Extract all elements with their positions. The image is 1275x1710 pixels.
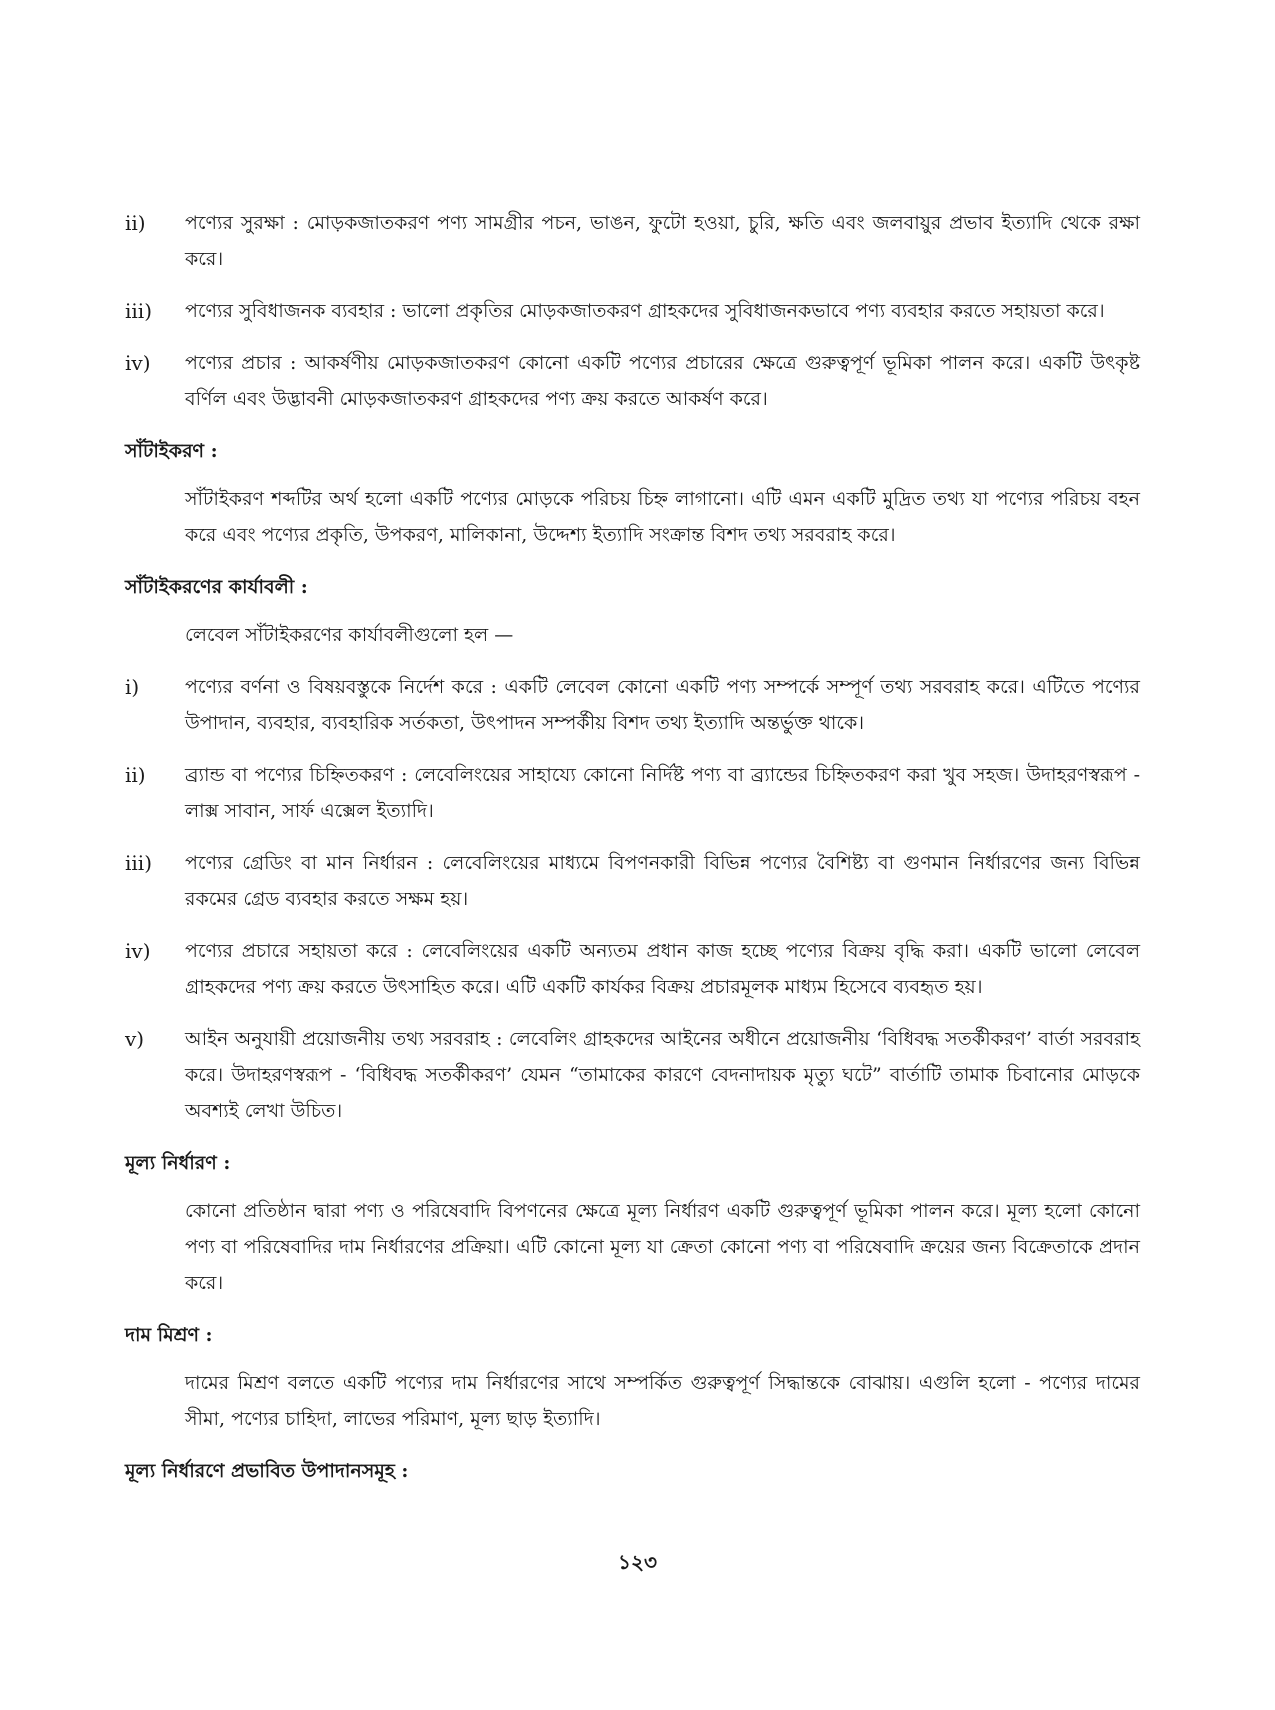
- paragraph: লেবেল সাঁটাইকরণের কার্যাবলীগুলো হল —: [185, 624, 514, 646]
- item-number: ii): [125, 211, 146, 235]
- item-text: পণ্যের প্রচার : আকর্ষণীয় মোড়কজাতকরণ কোনো একটি পণ্যের প্রচারের ক্ষেত্রে গুরুত্বপূর্ণ ভূমিকা পালন করে। একটি উৎকৃষ্ট বর্ণিল এবং উদ্ভাবনী মোড়কজাতকরণ গ্রাহকদের পণ্য ক্রয় করতে আকর্ষণ করে।: [185, 352, 1140, 410]
- item-text: আইন অনুযায়ী প্রয়োজনীয় তথ্য সরবরাহ : লেবেলিং গ্রাহকদের আইনের অধীনে প্রয়োজনীয় ‘বিধিবদ্ধ সতর্কীকরণ’ বার্তা সরবরাহ করে। উদাহরণস্বরূপ - ‘বিধিবদ্ধ সতর্কীকরণ’ যেমন “তামাকের কারণে বেদনাদায়ক মৃত্যু ঘটে” বার্তাটি তামাক চিবানোর মোড়কে অবশ্যই লেখা উচিত।: [185, 1028, 1140, 1122]
- item-number: ii): [125, 763, 146, 787]
- list-item: [125, 845, 1140, 917]
- page-content: [125, 205, 1140, 1501]
- paragraph: দামের মিশ্রণ বলতে একটি পণ্যের দাম নির্ধারণের সাথে সম্পর্কিত গুরুত্বপূর্ণ সিদ্ধান্তকে বোঝায়। এগুলি হলো - পণ্যের দামের সীমা, পণ্যের চাহিদা, লাভের পরিমাণ, মূল্য ছাড় ইত্যাদি।: [185, 1372, 1140, 1430]
- list-item: [125, 933, 1140, 1005]
- item-number: iii): [125, 299, 152, 323]
- item-number: i): [125, 675, 140, 699]
- item-text: পণ্যের প্রচারে সহায়তা করে : লেবেলিংয়ের একটি অন্যতম প্রধান কাজ হচ্ছে পণ্যের বিক্রয় বৃদ্ধি করা। একটি ভালো লেবেল গ্রাহকদের পণ্য ক্রয় করতে উৎসাহিত করে। এটি একটি কার্যকর বিক্রয় প্রচারমূলক মাধ্যম হিসেবে ব্যবহৃত হয়।: [185, 940, 1140, 998]
- item-text: পণ্যের সুরক্ষা : মোড়কজাতকরণ পণ্য সামগ্রীর পচন, ভাঙন, ফুটো হওয়া, চুরি, ক্ষতি এবং জলবায়ুর প্রভাব ইত্যাদি থেকে রক্ষা করে।: [185, 212, 1140, 270]
- item-text: পণ্যের বর্ণনা ও বিষয়বস্তুকে নির্দেশ করে : একটি লেবেল কোনো একটি পণ্য সম্পর্কে সম্পূর্ণ তথ্য সরবরাহ করে। এটিতে পণ্যের উপাদান, ব্যবহার, ব্যবহারিক সর্তকতা, উৎপাদন সম্পর্কীয় বিশদ তথ্য ইত্যাদি অন্তর্ভুক্ত থাকে।: [185, 676, 1140, 734]
- page-number: ১২৩: [618, 1550, 657, 1574]
- paragraph: কোনো প্রতিষ্ঠান দ্বারা পণ্য ও পরিষেবাদি বিপণনের ক্ষেত্রে মূল্য নির্ধারণ একটি গুরুত্বপূর্ণ ভূমিকা পালন করে। মূল্য হলো কোনো পণ্য বা পরিষেবাদির দাম নির্ধারণের প্রক্রিয়া। এটি কোনো মূল্য যা ক্রেতা কোনো পণ্য বা পরিষেবাদি ক্রয়ের জন্য বিক্রেতাকে প্রদান করে।: [185, 1200, 1140, 1294]
- item-number: iii): [125, 851, 152, 875]
- item-number: iv): [125, 351, 151, 375]
- section-heading: সাঁটাইকরণ :: [125, 440, 218, 462]
- section-heading: মূল্য নির্ধারণে প্রভাবিত উপাদানসমূহ :: [125, 1460, 409, 1482]
- paragraph: সাঁটাইকরণ শব্দটির অর্থ হলো একটি পণ্যের মোড়কে পরিচয় চিহ্ন লাগানো। এটি এমন একটি মুদ্রিত তথ্য যা পণ্যের পরিচয় বহন করে এবং পণ্যের প্রকৃতি, উপকরণ, মালিকানা, উদ্দেশ্য ইত্যাদি সংক্রান্ত বিশদ তথ্য সরবরাহ করে।: [185, 488, 1140, 546]
- list-item: [125, 205, 1140, 277]
- item-number: iv): [125, 939, 151, 963]
- item-text: পণ্যের গ্রেডিং বা মান নির্ধারন : লেবেলিংয়ের মাধ্যমে বিপণনকারী বিভিন্ন পণ্যের বৈশিষ্ট্য বা গুণমান নির্ধারণের জন্য বিভিন্ন রকমের গ্রেড ব্যবহার করতে সক্ষম হয়।: [185, 852, 1140, 910]
- list-item: [125, 1021, 1140, 1129]
- list-item: [125, 757, 1140, 829]
- list-item: [125, 669, 1140, 741]
- item-text: ব্র্যান্ড বা পণ্যের চিহ্নিতকরণ : লেবেলিংয়ের সাহায্যে কোনো নির্দিষ্ট পণ্য বা ব্র্যান্ডের চিহ্নিতকরণ করা খুব সহজ। উদাহরণস্বরূপ - লাক্স সাবান, সার্ফ এক্সেল ইত্যাদি।: [185, 764, 1140, 822]
- section-heading: মূল্য নির্ধারণ :: [125, 1152, 231, 1174]
- item-number: v): [125, 1027, 145, 1051]
- section-heading: সাঁটাইকরণের কার্যাবলী :: [125, 576, 308, 598]
- list-item: [125, 345, 1140, 417]
- item-text: পণ্যের সুবিধাজনক ব্যবহার : ভালো প্রকৃতির মোড়কজাতকরণ গ্রাহকদের সুবিধাজনকভাবে পণ্য ব্যবহার করতে সহায়তা করে।: [185, 300, 1105, 322]
- section-heading: দাম মিশ্রণ :: [125, 1324, 213, 1346]
- list-item: [125, 293, 1140, 329]
